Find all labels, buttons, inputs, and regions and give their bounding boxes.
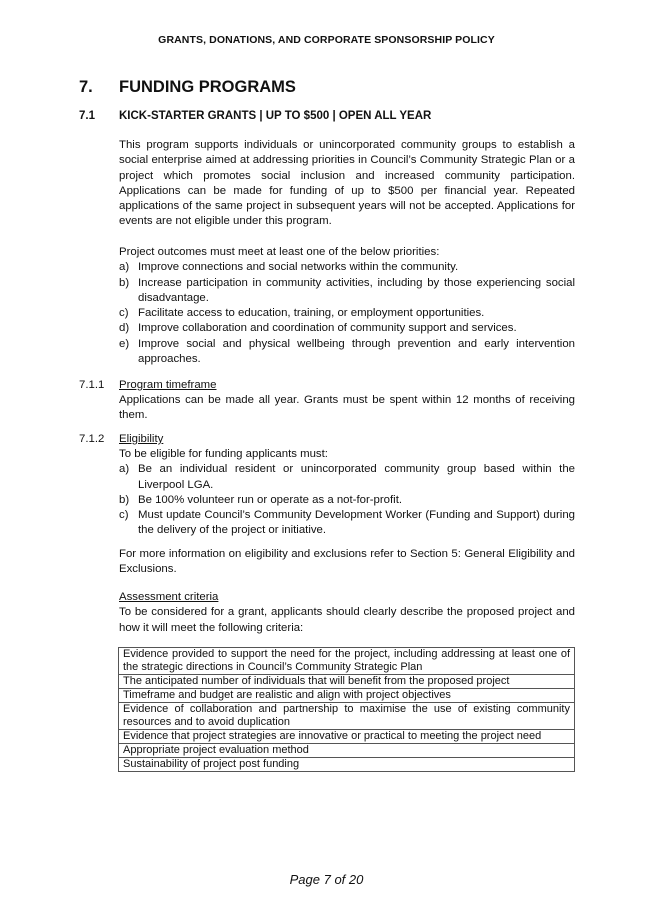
list-item-text: Improve connections and social networks within the community.	[138, 261, 459, 274]
eligibility-title: Eligibility	[119, 433, 164, 445]
eligibility-list	[119, 462, 575, 538]
list-item	[119, 493, 575, 508]
table-row	[119, 675, 575, 689]
table-row	[119, 648, 575, 675]
subsection-title: KICK-STARTER GRANTS | UP TO $500 | OPEN ALL YEAR	[119, 110, 432, 122]
eligibility-more-info: For more information on eligibility and exclusions refer to Section 5: General Eligibility and Exclusions.	[119, 548, 575, 576]
criteria-table	[118, 647, 575, 772]
list-item-label: e)	[119, 337, 130, 350]
intro-paragraph: This program supports individuals or unincorporated community groups to establish a social enterprise aimed at addressing priorities in Council’s Community Strategic Plan or a project which promotes social inclusion and increased community participation. Applications can be made for funding of up to $500 per financial year. Repeated applications of the same project in subsequent years will not be accepted. Applications for events are not eligible under this program.	[119, 139, 575, 228]
timeframe-title: Program timeframe	[119, 379, 217, 391]
list-item-label: b)	[119, 276, 130, 289]
list-item	[119, 462, 575, 493]
list-item-label: d)	[119, 322, 130, 335]
eligibility-number: 7.1.2	[79, 433, 105, 445]
criteria-cell: The anticipated number of individuals that will benefit from the proposed project	[119, 675, 575, 689]
table-row	[119, 703, 575, 730]
list-item	[119, 508, 575, 539]
list-item-text: Must update Council’s Community Development Worker (Funding and Support) during the delivery of the project or initiative.	[138, 509, 575, 537]
list-item-text: Improve collaboration and coordination of community support and services.	[138, 322, 517, 335]
criteria-cell: Evidence of collaboration and partnership to maximise the use of existing community resources and to avoid duplication	[119, 703, 575, 730]
running-header: GRANTS, DONATIONS, AND CORPORATE SPONSORSHIP POLICY	[158, 34, 495, 46]
list-item-text: Be an individual resident or unincorporated community group based within the Liverpool LGA.	[138, 463, 575, 491]
list-item-text: Facilitate access to education, training, or employment opportunities.	[138, 307, 485, 320]
table-row	[119, 744, 575, 758]
list-item	[119, 306, 575, 321]
list-item-label: b)	[119, 493, 130, 506]
assessment-block	[119, 590, 575, 636]
list-item-text: Be 100% volunteer run or operate as a not-for-profit.	[138, 493, 403, 506]
outcomes-list	[119, 260, 575, 367]
list-item	[119, 276, 575, 307]
criteria-cell: Evidence that project strategies are innovative or practical to meeting the project need	[119, 730, 575, 744]
criteria-cell: Appropriate project evaluation method	[119, 744, 575, 758]
subsection-number: 7.1	[79, 110, 95, 122]
assessment-lead: To be considered for a grant, applicants should clearly describe the proposed project and how it will meet the following criteria:	[119, 606, 575, 634]
eligibility-lead: To be eligible for funding applicants must:	[119, 448, 328, 460]
eligibility-block	[119, 447, 575, 539]
outcomes-block	[119, 245, 575, 367]
page-number: Page 7 of 20	[289, 872, 364, 887]
section-heading	[79, 78, 296, 97]
list-item-label: a)	[119, 463, 130, 476]
subsection-heading	[79, 110, 431, 122]
list-item	[119, 260, 575, 275]
list-item-label: c)	[119, 307, 129, 320]
outcomes-lead: Project outcomes must meet at least one of the below priorities:	[119, 246, 440, 258]
list-item	[119, 321, 575, 336]
timeframe-number: 7.1.1	[79, 379, 105, 391]
timeframe-text: Applications can be made all year. Grants must be spent within 12 months of receiving them.	[119, 394, 575, 422]
list-item-label: a)	[119, 261, 130, 274]
list-item-text: Increase participation in community activities, including by those experiencing social disadvantage.	[138, 276, 575, 304]
table-row	[119, 730, 575, 744]
section-title: FUNDING PROGRAMS	[119, 78, 296, 96]
criteria-cell: Evidence provided to support the need for the project, including addressing at least one of the strategic directions in Council’s Community Strategic Plan	[119, 648, 575, 675]
list-item	[119, 337, 575, 368]
section-number: 7.	[79, 78, 93, 96]
list-item-label: c)	[119, 509, 129, 522]
list-item-text: Improve social and physical wellbeing through prevention and early intervention approaches.	[138, 337, 575, 366]
assessment-title: Assessment criteria	[119, 591, 219, 603]
criteria-cell: Timeframe and budget are realistic and align with project objectives	[119, 689, 575, 703]
table-row	[119, 758, 575, 772]
table-row	[119, 689, 575, 703]
criteria-cell: Sustainability of project post funding	[119, 758, 575, 772]
